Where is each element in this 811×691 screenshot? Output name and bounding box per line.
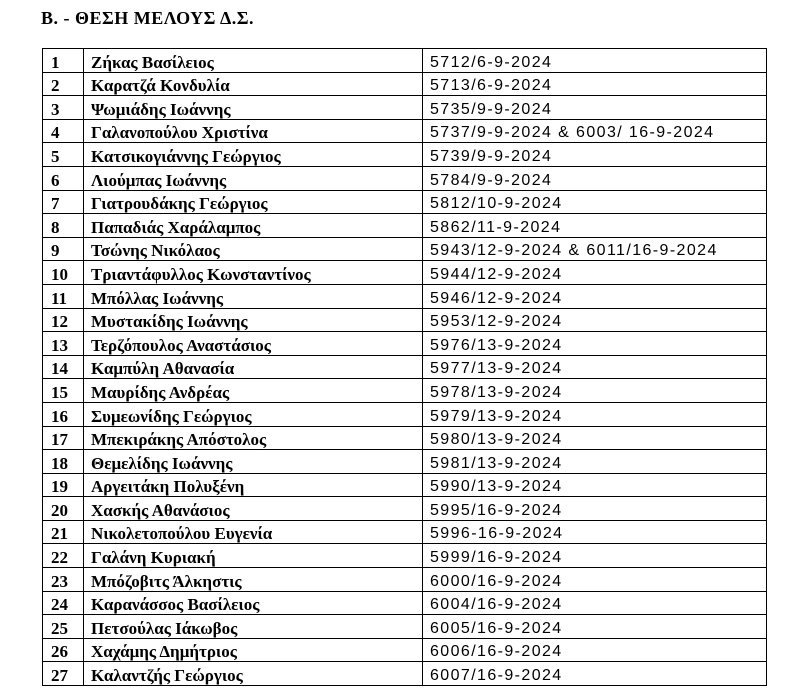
protocol-reference-cell: [423, 72, 767, 96]
row-number: 24: [51, 595, 68, 615]
row-number: 1: [51, 52, 60, 72]
table-row: [43, 237, 767, 261]
row-number: 15: [51, 382, 68, 402]
row-number-cell: [43, 237, 84, 261]
member-name-cell: [84, 355, 423, 379]
member-name-cell: [84, 568, 423, 592]
member-name: Γιατρουδάκης Γεώργιος: [91, 194, 268, 214]
protocol-reference: 5735/9-9-2024: [430, 100, 553, 118]
protocol-reference: 5990/13-9-2024: [430, 478, 563, 496]
protocol-reference: 5976/13-9-2024: [430, 336, 563, 354]
member-name-cell: [84, 379, 423, 403]
member-name-cell: [84, 615, 423, 639]
row-number: 18: [51, 453, 68, 473]
row-number: 12: [51, 312, 68, 332]
table-row: [43, 379, 767, 403]
protocol-reference-cell: [423, 49, 767, 73]
member-name: Ζήκας Βασίλειος: [91, 52, 214, 72]
protocol-reference-cell: [423, 473, 767, 497]
protocol-reference: 5739/9-9-2024: [430, 147, 553, 165]
row-number-cell: [43, 190, 84, 214]
member-name: Πετσούλας Ιάκωβος: [91, 618, 238, 638]
row-number: 9: [51, 241, 60, 261]
protocol-reference: 5981/13-9-2024: [430, 454, 563, 472]
row-number: 16: [51, 406, 68, 426]
row-number: 13: [51, 335, 68, 355]
member-name-cell: [84, 332, 423, 356]
row-number-cell: [43, 355, 84, 379]
table-row: [43, 473, 767, 497]
member-name: Μπόζοβιτς Άλκηστις: [91, 571, 242, 591]
protocol-reference: 5978/13-9-2024: [430, 383, 563, 401]
member-name: Τριαντάφυλλος Κωνσταντίνος: [91, 264, 311, 284]
protocol-reference-cell: [423, 119, 767, 143]
row-number: 7: [51, 194, 60, 214]
member-name-cell: [84, 402, 423, 426]
row-number-cell: [43, 119, 84, 143]
member-name-cell: [84, 190, 423, 214]
row-number-cell: [43, 214, 84, 238]
row-number-cell: [43, 497, 84, 521]
table-row: [43, 96, 767, 120]
member-name: Θεμελίδης Ιωάννης: [91, 453, 233, 473]
member-name-cell: [84, 72, 423, 96]
protocol-reference: 5737/9-9-2024 & 6003/ 16-9-2024: [430, 124, 715, 142]
member-name-cell: [84, 119, 423, 143]
row-number-cell: [43, 544, 84, 568]
member-name-cell: [84, 49, 423, 73]
table-row: [43, 450, 767, 474]
member-name: Νικολετοπούλου Ευγενία: [91, 524, 273, 544]
protocol-reference-cell: [423, 402, 767, 426]
row-number: 3: [51, 99, 60, 119]
row-number-cell: [43, 568, 84, 592]
row-number: 27: [51, 666, 68, 686]
member-name-cell: [84, 473, 423, 497]
member-name-cell: [84, 638, 423, 662]
row-number-cell: [43, 520, 84, 544]
table-row: [43, 520, 767, 544]
protocol-reference: 5995/16-9-2024: [430, 501, 563, 519]
member-name-cell: [84, 426, 423, 450]
section-heading: Β. - ΘΕΣΗ ΜΕΛΟΥΣ Δ.Σ.: [41, 8, 254, 28]
protocol-reference: 5999/16-9-2024: [430, 549, 563, 567]
protocol-reference-cell: [423, 143, 767, 167]
member-name: Χαχάμης Δημήτριος: [91, 642, 237, 662]
row-number-cell: [43, 261, 84, 285]
member-name-cell: [84, 591, 423, 615]
row-number: 6: [51, 170, 60, 190]
member-name: Καμπύλη Αθανασία: [91, 359, 235, 379]
protocol-reference: 5979/13-9-2024: [430, 407, 563, 425]
row-number-cell: [43, 615, 84, 639]
protocol-reference-cell: [423, 96, 767, 120]
table-row: [43, 166, 767, 190]
row-number: 8: [51, 217, 60, 237]
protocol-reference: 5946/12-9-2024: [430, 289, 563, 307]
protocol-reference-cell: [423, 355, 767, 379]
protocol-reference: 6006/16-9-2024: [430, 643, 563, 661]
row-number: 4: [51, 123, 60, 143]
protocol-reference-cell: [423, 261, 767, 285]
protocol-reference: 5713/6-9-2024: [430, 77, 553, 95]
row-number-cell: [43, 426, 84, 450]
table-row: [43, 284, 767, 308]
member-name: Μαυρίδης Ανδρέας: [91, 382, 230, 402]
row-number-cell: [43, 143, 84, 167]
member-name-cell: [84, 450, 423, 474]
candidates-table-body: [43, 49, 767, 686]
member-name-cell: [84, 662, 423, 686]
table-row: [43, 332, 767, 356]
protocol-reference-cell: [423, 497, 767, 521]
row-number-cell: [43, 473, 84, 497]
row-number: 11: [51, 288, 68, 308]
protocol-reference-cell: [423, 379, 767, 403]
row-number-cell: [43, 72, 84, 96]
row-number: 10: [51, 264, 68, 284]
member-name-cell: [84, 308, 423, 332]
row-number-cell: [43, 166, 84, 190]
protocol-reference-cell: [423, 166, 767, 190]
member-name: Καλαντζής Γεώργιος: [91, 666, 243, 686]
row-number-cell: [43, 96, 84, 120]
table-row: [43, 355, 767, 379]
row-number-cell: [43, 332, 84, 356]
member-name: Καρανάσσος Βασίλειος: [91, 595, 260, 615]
member-name: Τσώνης Νικόλαος: [91, 241, 220, 261]
row-number-cell: [43, 402, 84, 426]
row-number-cell: [43, 591, 84, 615]
protocol-reference: 5944/12-9-2024: [430, 265, 563, 283]
table-row: [43, 72, 767, 96]
member-name: Τερζόπουλος Αναστάσιος: [91, 335, 271, 355]
row-number-cell: [43, 662, 84, 686]
protocol-reference: 6004/16-9-2024: [430, 596, 563, 614]
table-row: [43, 214, 767, 238]
protocol-reference-cell: [423, 544, 767, 568]
member-name: Λιούμπας Ιωάννης: [91, 170, 227, 190]
table-row: [43, 308, 767, 332]
protocol-reference-cell: [423, 520, 767, 544]
candidates-table: [42, 48, 767, 686]
table-row: [43, 143, 767, 167]
member-name: Συμεωνίδης Γεώργιος: [91, 406, 252, 426]
table-row: [43, 591, 767, 615]
table-row: [43, 662, 767, 686]
protocol-reference: 5712/6-9-2024: [430, 53, 553, 71]
protocol-reference-cell: [423, 237, 767, 261]
member-name: Ψωμιάδης Ιωάννης: [91, 99, 231, 119]
table-row: [43, 426, 767, 450]
member-name-cell: [84, 237, 423, 261]
member-name-cell: [84, 284, 423, 308]
member-name-cell: [84, 166, 423, 190]
protocol-reference: 6000/16-9-2024: [430, 572, 563, 590]
protocol-reference: 5996-16-9-2024: [430, 525, 564, 543]
member-name: Χασκής Αθανάσιος: [91, 500, 230, 520]
protocol-reference: 5862/11-9-2024: [430, 218, 562, 236]
protocol-reference: 5784/9-9-2024: [430, 171, 553, 189]
row-number: 2: [51, 76, 60, 96]
protocol-reference-cell: [423, 638, 767, 662]
protocol-reference-cell: [423, 332, 767, 356]
table-row: [43, 497, 767, 521]
table-row: [43, 568, 767, 592]
table-row: [43, 119, 767, 143]
table-row: [43, 190, 767, 214]
table-row: [43, 261, 767, 285]
protocol-reference: 5812/10-9-2024: [430, 195, 563, 213]
member-name-cell: [84, 544, 423, 568]
row-number: 21: [51, 524, 68, 544]
member-name: Καρατζά Κονδυλία: [91, 76, 230, 96]
row-number-cell: [43, 379, 84, 403]
row-number: 20: [51, 500, 68, 520]
protocol-reference-cell: [423, 190, 767, 214]
table-row: [43, 544, 767, 568]
row-number-cell: [43, 638, 84, 662]
protocol-reference: 5953/12-9-2024: [430, 313, 563, 331]
protocol-reference: 5980/13-9-2024: [430, 431, 563, 449]
row-number: 26: [51, 642, 68, 662]
row-number-cell: [43, 450, 84, 474]
member-name: Μυστακίδης Ιωάννης: [91, 312, 248, 332]
member-name: Μπεκιράκης Απόστολος: [91, 430, 267, 450]
member-name-cell: [84, 261, 423, 285]
member-name-cell: [84, 96, 423, 120]
row-number-cell: [43, 308, 84, 332]
protocol-reference-cell: [423, 615, 767, 639]
table-row: [43, 402, 767, 426]
row-number: 14: [51, 359, 68, 379]
protocol-reference-cell: [423, 662, 767, 686]
protocol-reference-cell: [423, 284, 767, 308]
member-name: Γαλάνη Κυριακή: [91, 548, 216, 568]
member-name-cell: [84, 214, 423, 238]
member-name-cell: [84, 520, 423, 544]
table-row: [43, 638, 767, 662]
member-name: Παπαδιάς Χαράλαμπος: [91, 217, 261, 237]
protocol-reference: 6007/16-9-2024: [430, 667, 563, 685]
protocol-reference-cell: [423, 591, 767, 615]
row-number-cell: [43, 49, 84, 73]
row-number-cell: [43, 284, 84, 308]
row-number: 25: [51, 618, 68, 638]
table-row: [43, 615, 767, 639]
row-number: 5: [51, 146, 60, 166]
row-number: 17: [51, 430, 68, 450]
row-number: 22: [51, 548, 68, 568]
protocol-reference-cell: [423, 568, 767, 592]
protocol-reference-cell: [423, 214, 767, 238]
member-name-cell: [84, 143, 423, 167]
protocol-reference: 5943/12-9-2024 & 6011/16-9-2024: [430, 242, 718, 260]
protocol-reference: 6005/16-9-2024: [430, 619, 563, 637]
member-name: Αργειτάκη Πολυξένη: [91, 477, 245, 497]
table-row: [43, 49, 767, 73]
row-number: 19: [51, 477, 68, 497]
protocol-reference: 5977/13-9-2024: [430, 360, 563, 378]
protocol-reference-cell: [423, 426, 767, 450]
member-name: Κατσικογιάννης Γεώργιος: [91, 146, 281, 166]
member-name-cell: [84, 497, 423, 521]
protocol-reference-cell: [423, 450, 767, 474]
member-name: Μπόλλας Ιωάννης: [91, 288, 224, 308]
row-number: 23: [51, 571, 68, 591]
protocol-reference-cell: [423, 308, 767, 332]
member-name: Γαλανοπούλου Χριστίνα: [91, 123, 268, 143]
